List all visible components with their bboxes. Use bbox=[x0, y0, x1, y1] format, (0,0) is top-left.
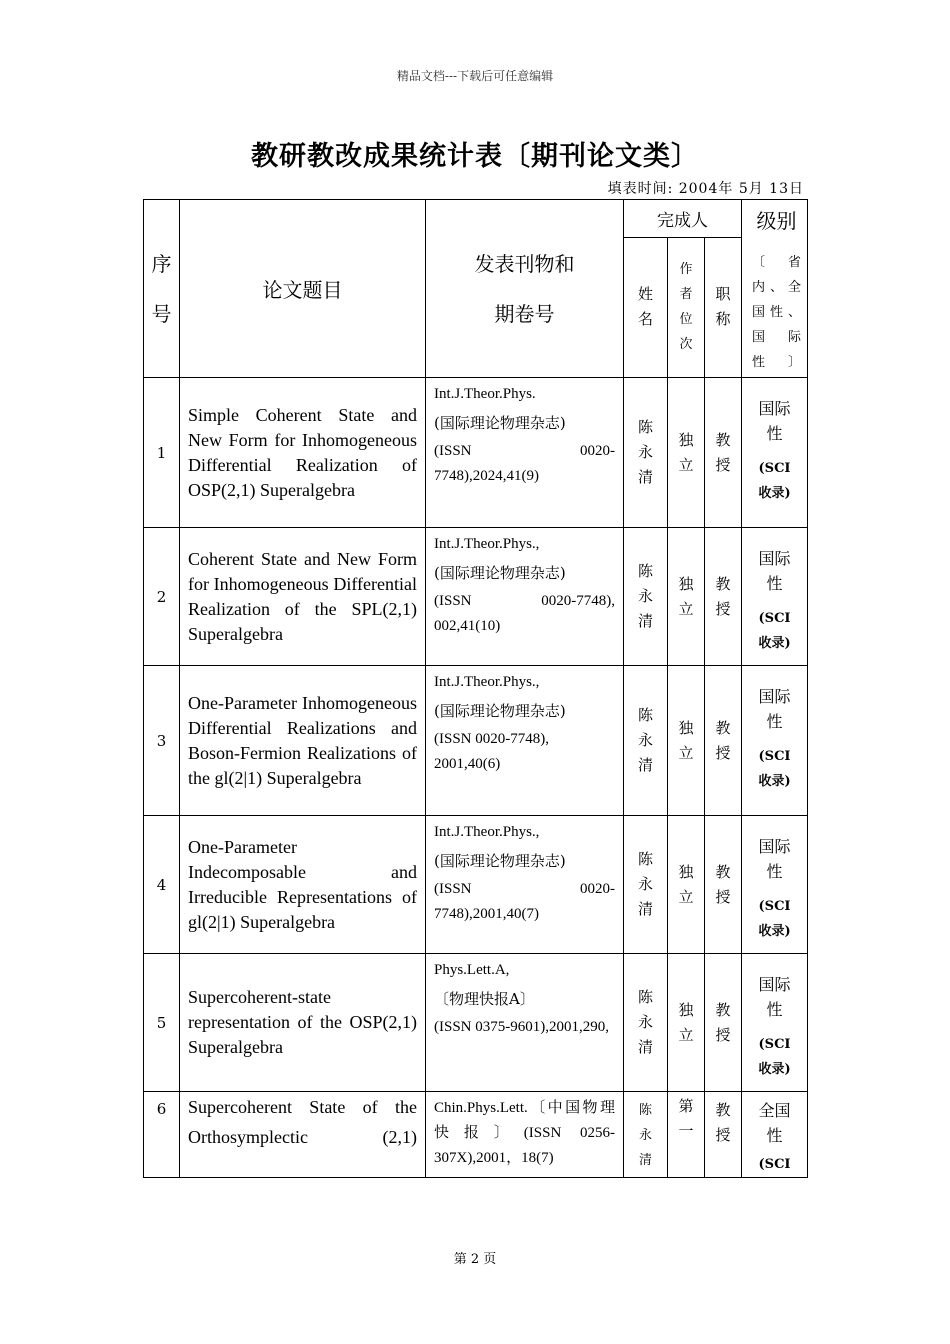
author-name: 陈永清 bbox=[624, 816, 668, 954]
sci-note: (SCI 收录) bbox=[758, 1037, 791, 1077]
level-value: 国际性 bbox=[758, 975, 791, 1019]
page-footer: 第 2 页 bbox=[453, 1252, 497, 1267]
row-number: 2 bbox=[144, 528, 180, 666]
row-number: 6 bbox=[144, 1092, 180, 1178]
author-name: 陈永清 bbox=[624, 378, 668, 528]
level-value: 国际性 bbox=[758, 399, 791, 443]
author-name: 陈永清 bbox=[624, 666, 668, 816]
journal-name-cn: (国际理论物理杂志) bbox=[434, 852, 566, 870]
sci-note: (SCI 收录) bbox=[758, 611, 791, 651]
paper-title: Supercoherent-state representation of the OSP(2,1) Superalgebra bbox=[180, 954, 426, 1092]
level-cell bbox=[742, 528, 808, 666]
journal-info bbox=[426, 378, 624, 528]
level-value: 国际性 bbox=[758, 549, 791, 593]
journal-issn: (ISSN 0375-9601),2001,290, bbox=[434, 1019, 609, 1035]
level-cell bbox=[742, 1092, 808, 1178]
author-order: 独立 bbox=[668, 666, 705, 816]
level-header-desc: 〔 省内、全国性、 国 际性〕 bbox=[752, 255, 802, 370]
journal-name-cn: (国际理论物理杂志) bbox=[434, 414, 566, 432]
journal-name: Int.J.Theor.Phys., bbox=[434, 674, 540, 690]
author-order: 独立 bbox=[668, 378, 705, 528]
rank-header bbox=[705, 237, 742, 377]
paper-title: Coherent State and New Form for Inhomogeneous Differential Realization of the SPL(2,1) Superalgebra bbox=[180, 528, 426, 666]
page-header-note: 精品文档---下载后可任意编辑 bbox=[396, 69, 554, 83]
row-number: 3 bbox=[144, 666, 180, 816]
sci-note: (SCI 收录) bbox=[758, 749, 791, 789]
journal-name-cn: (国际理论物理杂志) bbox=[434, 564, 566, 582]
author-name: 陈永清 bbox=[624, 528, 668, 666]
order-header-char-1: 作 bbox=[679, 262, 693, 278]
order-header-char-2: 者 bbox=[679, 287, 693, 303]
level-cell bbox=[742, 954, 808, 1092]
author-rank: 教授 bbox=[705, 954, 742, 1092]
journal-full: Chin.Phys.Lett.〔中国物理快报〕(ISSN 0256-307X),2001，18(7) bbox=[434, 1100, 615, 1166]
journal-name: Int.J.Theor.Phys., bbox=[434, 824, 540, 840]
row-number: 4 bbox=[144, 816, 180, 954]
journal-info bbox=[426, 954, 624, 1092]
completer-header: 完成人 bbox=[624, 200, 742, 238]
level-cell bbox=[742, 666, 808, 816]
name-header-char-2: 名 bbox=[637, 310, 653, 329]
author-order: 独立 bbox=[668, 528, 705, 666]
table-row bbox=[144, 378, 808, 528]
level-header-title: 级别 bbox=[756, 209, 797, 233]
journal-header-line-1: 发表刊物和 bbox=[474, 251, 575, 276]
author-name: 陈永清 bbox=[624, 1092, 668, 1178]
paper-title: Supercoherent State of the Orthosymplectic (2,1) bbox=[180, 1092, 426, 1178]
name-header bbox=[624, 237, 668, 377]
author-rank: 教授 bbox=[705, 816, 742, 954]
journal-header bbox=[426, 200, 624, 378]
table-row bbox=[144, 954, 808, 1092]
paper-title: Simple Coherent State and New Form for Inhomogeneous Differential Realization of OSP(2,1) Superalgebra bbox=[180, 378, 426, 528]
level-value: 全国性 bbox=[758, 1101, 791, 1145]
rank-header-char-2: 称 bbox=[715, 310, 731, 329]
fill-date: 填表时间: 2004年 5月 13日 bbox=[607, 181, 804, 197]
order-header bbox=[668, 237, 705, 377]
journal-name: Int.J.Theor.Phys. bbox=[434, 386, 536, 402]
paper-title: One-Parameter Inhomogeneous Differential Realizations and Boson-Fermion Realizations of the gl(2|1) Superalgebra bbox=[180, 666, 426, 816]
author-name: 陈永清 bbox=[624, 954, 668, 1092]
journal-name: Int.J.Theor.Phys., bbox=[434, 536, 540, 552]
row-number: 1 bbox=[144, 378, 180, 528]
author-order: 独立 bbox=[668, 816, 705, 954]
seq-header-char-1: 序 bbox=[151, 251, 172, 276]
journal-issn: (ISSN 0020-7748), 002,41(10) bbox=[434, 593, 615, 634]
papers-table bbox=[143, 199, 808, 1178]
journal-issn: (ISSN 0020-7748), 2001,40(6) bbox=[434, 731, 549, 772]
seq-header bbox=[144, 200, 180, 378]
table-row bbox=[144, 1092, 808, 1178]
journal-info bbox=[426, 1092, 624, 1178]
author-order: 独立 bbox=[668, 954, 705, 1092]
author-rank: 教授 bbox=[705, 378, 742, 528]
order-header-char-3: 位 bbox=[679, 312, 693, 328]
header-row-1 bbox=[144, 200, 808, 238]
sci-note: (SCI bbox=[758, 1157, 791, 1172]
sci-note: (SCI 收录) bbox=[758, 899, 791, 939]
author-rank: 教授 bbox=[705, 666, 742, 816]
level-header bbox=[742, 200, 808, 378]
level-cell bbox=[742, 816, 808, 954]
author-order: 第一 bbox=[668, 1092, 705, 1178]
table-row bbox=[144, 666, 808, 816]
table-row bbox=[144, 816, 808, 954]
page-title: 教研教改成果统计表〔期刊论文类〕 bbox=[251, 141, 699, 172]
author-rank: 教授 bbox=[705, 1092, 742, 1178]
row-number: 5 bbox=[144, 954, 180, 1092]
paper-title: One-Parameter Indecomposable and Irreducible Representations of gl(2|1) Superalgebra bbox=[180, 816, 426, 954]
order-header-char-4: 次 bbox=[679, 337, 693, 353]
level-value: 国际性 bbox=[758, 837, 791, 881]
rank-header-char-1: 职 bbox=[715, 285, 731, 304]
level-cell bbox=[742, 378, 808, 528]
journal-name: Phys.Lett.A, bbox=[434, 962, 510, 978]
paper-title-header: 论文题目 bbox=[180, 200, 426, 378]
journal-name-cn: (国际理论物理杂志) bbox=[434, 702, 566, 720]
journal-issn: (ISSN 0020-7748),2001,40(7) bbox=[434, 881, 615, 922]
journal-info bbox=[426, 528, 624, 666]
table-row bbox=[144, 528, 808, 666]
journal-issn: (ISSN 0020-7748),2024,41(9) bbox=[434, 443, 615, 484]
journal-info bbox=[426, 816, 624, 954]
seq-header-char-2: 号 bbox=[151, 301, 172, 326]
sci-note: (SCI 收录) bbox=[758, 461, 791, 501]
name-header-char-1: 姓 bbox=[637, 285, 653, 304]
journal-name-cn: 〔物理快报A〕 bbox=[434, 990, 535, 1008]
level-value: 国际性 bbox=[758, 687, 791, 731]
journal-header-line-2: 期卷号 bbox=[494, 301, 555, 326]
journal-info bbox=[426, 666, 624, 816]
author-rank: 教授 bbox=[705, 528, 742, 666]
